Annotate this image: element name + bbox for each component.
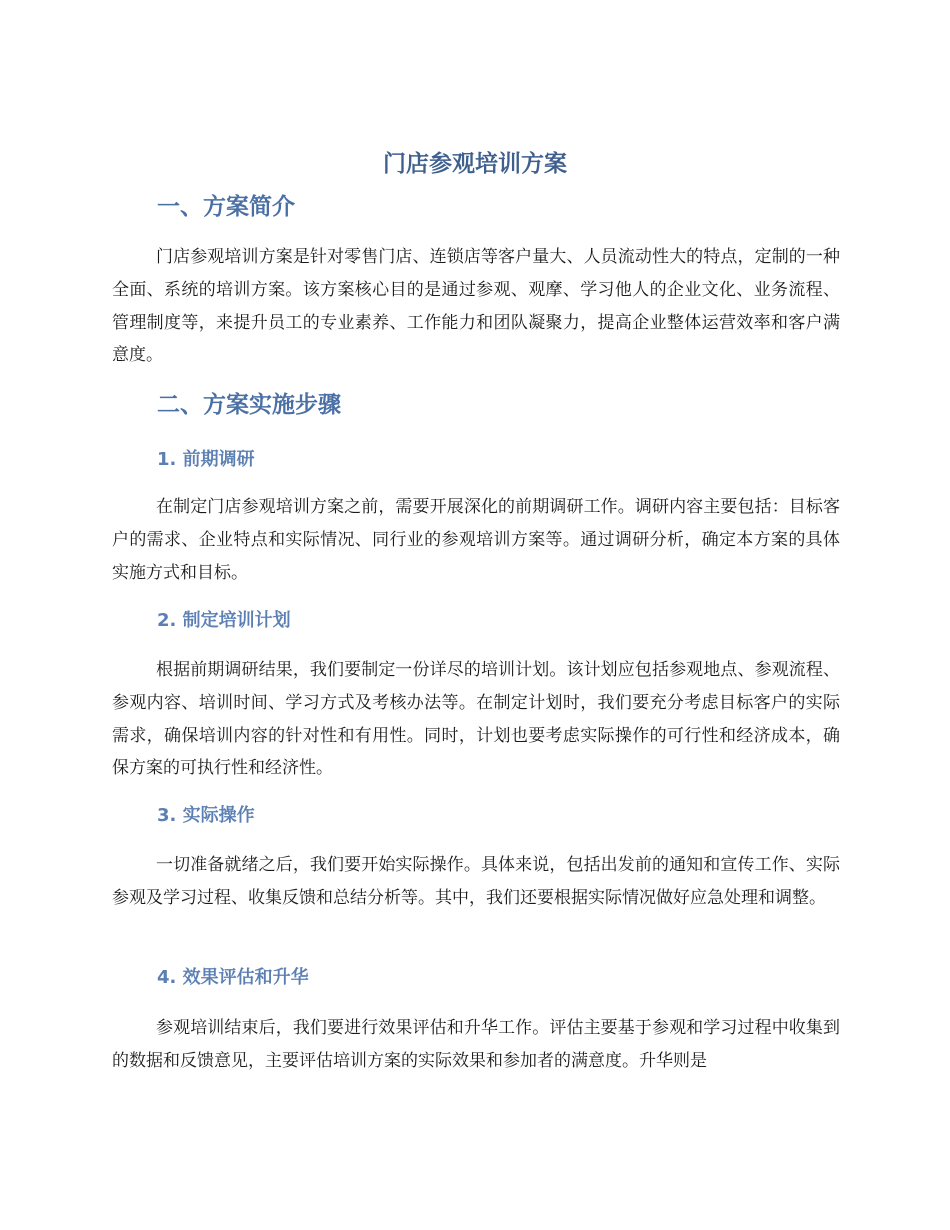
section-paragraph-intro: 门店参观培训方案是针对零售门店、连锁店等客户量大、人员流动性大的特点，定制的一种全面、系统的培训方案。该方案核心目的是通过参观、观摩、学习他人的企业文化、业务流程、管理制度等，来提升员工的专业素养、工作能力和团队凝聚力，提高企业整体运营效率和客户满意度。	[112, 247, 840, 366]
section-heading-steps: 二、方案实施步骤	[157, 392, 341, 418]
subsection-paragraph-evaluation: 参观培训结束后，我们要进行效果评估和升华工作。评估主要基于参观和学习过程中收集到的数据和反馈意见，主要评估培训方案的实际效果和参加者的满意度。升华则是	[112, 1018, 840, 1071]
subsection-paragraph-research: 在制定门店参观培训方案之前，需要开展深化的前期调研工作。调研内容主要包括：目标客户的需求、企业特点和实际情况、同行业的参观培训方案等。通过调研分析，确定本方案的具体实施方式和目标。	[112, 497, 840, 583]
subsection-heading-plan: 2. 制定培训计划	[157, 610, 291, 631]
subsection-heading-evaluation: 4. 效果评估和升华	[157, 967, 309, 988]
section-heading-intro: 一、方案简介	[157, 194, 295, 220]
subsection-paragraph-plan: 根据前期调研结果，我们要制定一份详尽的培训计划。该计划应包括参观地点、参观流程、参观内容、培训时间、学习方式及考核办法等。在制定计划时，我们要充分考虑目标客户的实际需求，确保培训内容的针对性和有用性。同时，计划也要考虑实际操作的可行性和经济成本，确保方案的可执行性和经济性。	[112, 660, 840, 779]
subsection-paragraph-operation: 一切准备就绪之后，我们要开始实际操作。具体来说，包括出发前的通知和宣传工作、实际参观及学习过程、收集反馈和总结分析等。其中，我们还要根据实际情况做好应急处理和调整。	[112, 855, 840, 908]
subsection-heading-operation: 3. 实际操作	[157, 805, 255, 826]
subsection-heading-research: 1. 前期调研	[157, 449, 255, 470]
document-title: 门店参观培训方案	[383, 151, 567, 177]
